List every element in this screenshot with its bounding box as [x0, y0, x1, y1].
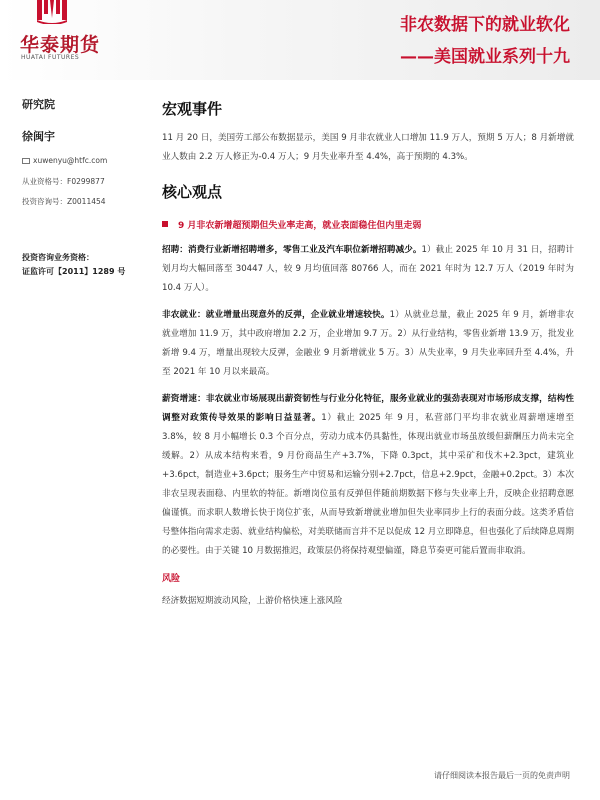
- brand-name: 华泰期货: [20, 34, 101, 56]
- department: 研究院: [22, 98, 55, 111]
- macro-event-text: 11 月 20 日，美国劳工部公布数据显示，美国 9 月非农就业人口增加 11.9 万人，预期 5 万人；8 月新增就业人数由 2.2 万人修正为-0.4 万人；9 月失业率升至 4.4%，高于预期的 4.3%。: [162, 133, 574, 162]
- report-header: [0, 0, 600, 80]
- section-core-title: 核心观点: [162, 183, 223, 201]
- report-subtitle: ——美国就业系列十九: [400, 47, 570, 67]
- wages-lead: 薪资增速：非农就业市场展现出薪资韧性与行业分化特征，服务业就业的强劲表现对市场形成支撑，结构性调整对政策传导效果的影响日益显著。: [162, 394, 574, 423]
- nonfarm-lead: 非农就业：就业增量出现意外的反弹，企业就业增速较快。: [162, 310, 390, 320]
- core-subhead-text: 9 月非农新增超预期但失业率走高，就业表面稳住但内里走弱: [178, 221, 422, 231]
- analyst-email: [22, 156, 107, 165]
- paragraph-wages: [162, 390, 574, 561]
- disclaimer-note: 请仔细阅读本报告最后一页的免责声明: [434, 771, 570, 780]
- risk-text: 经济数据短期波动风险，上游价格快速上涨风险: [162, 596, 343, 606]
- report-title: 非农数据下的就业软化: [400, 15, 570, 35]
- nonfarm-body: 1）从就业总量，截止 2025 年 9 月，新增非农就业增加 11.9 万，其中政府增加 2.2 万，企业增加 9.7 万。2）从行业结构，零售业新增 13.9 万，批发业新增 9.4 万，增量出现较大反弹，金融业 9 月新增就业 5 万。3）从失业率，9 月失业率回升至 4.4%，升至 2021 年 10 月以来最高。: [162, 310, 574, 377]
- report-body: [162, 96, 574, 606]
- hiring-body: 1）截止 2025 年 10 月 31 日，招聘计划月均大幅回落至 30447 人，较 9 月均值回落 80766 人，而在 2021 年时为 12.7 万人（2019 年时为 10.4 万人）。: [162, 245, 574, 293]
- hiring-lead: 招聘：消费行业新增招聘增多，零售工业及汽车职位新增招聘减少。: [162, 245, 422, 255]
- wages-body: 1）截止 2025 年 9 月，私营部门平均非农就业周薪增速增至 3.8%，较 8 月小幅增长 0.3 个百分点，劳动力成本仍具黏性，体现出就业市场虽放缓但薪酬压力尚未完全缓解。2）从成本结构来看，9 月份商品生产+3.7%，下降 0.3pct，其中采矿和伐木+2.3pct，建筑业+3.6pct，制造业+3.6pct；服务生产中贸易和运输分别+2.7pct，信息+2.9pct，金融+0.2pct。3）本次非农呈现表面稳、内里软的特征。新增岗位虽有反弹但伴随前期数据下修与失业率上升，反映企业招聘意愿偏谨慎。而求职人数增长快于岗位扩张，从而导致新增就业增加但失业率同步上行的表面分歧。这类矛盾信号整体指向需求走弱、就业结构偏松，对美联储而言并不足以促成 12 月立即降息，但也强化了后续降息周期的必要性。由于关键 10 月数据推迟，政策层仍将保持观望偏谨，降息节奏更可能后置而非取消。: [162, 413, 574, 556]
- email-text: xuwenyu@htfc.com: [33, 156, 108, 165]
- envelope-icon: [22, 158, 30, 164]
- section-macro-title: 宏观事件: [162, 100, 223, 118]
- analyst-name: 徐闽宇: [22, 130, 55, 143]
- practice-cert: 从业资格号：F0299877: [22, 177, 105, 186]
- qualification-label: 投资咨询业务资格：: [22, 253, 94, 262]
- consulting-cert: 投资咨询号：Z0011454: [22, 197, 106, 206]
- square-bullet-icon: [162, 221, 168, 227]
- paragraph-nonfarm: [162, 306, 574, 382]
- brand-name-en: HUATAI FUTURES: [21, 54, 80, 61]
- core-subhead: [162, 218, 574, 231]
- paragraph-hiring: [162, 241, 574, 298]
- huatai-logo-icon: [35, 0, 69, 24]
- qualification-license: 证监许可【2011】1289 号: [22, 267, 126, 276]
- risk-title: 风险: [162, 574, 181, 584]
